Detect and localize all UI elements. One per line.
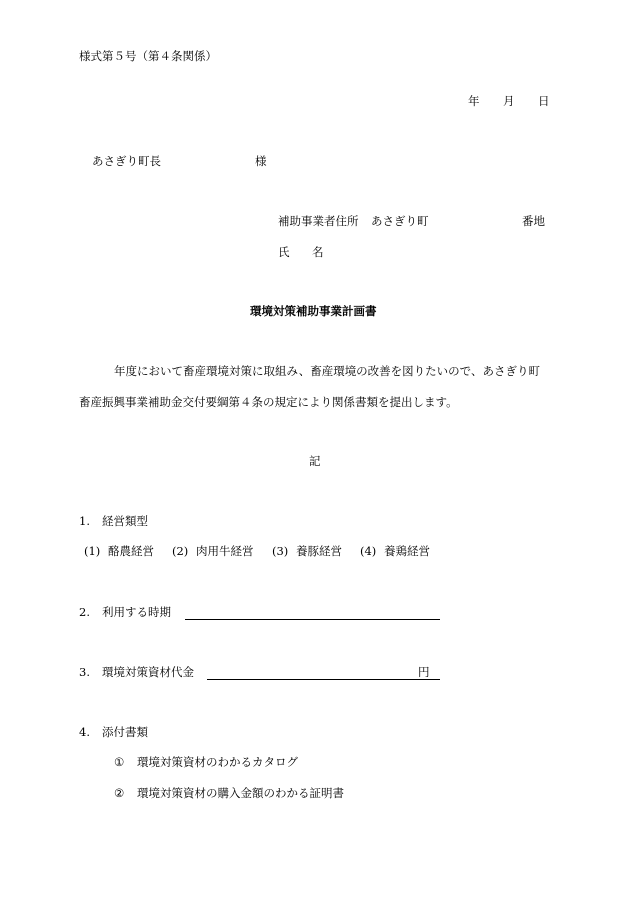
form-number: 様式第５号（第４条関係） [79, 49, 217, 63]
applicant-address-label: 補助事業者住所 [278, 214, 359, 228]
applicant-name-label-1: 氏 [278, 245, 290, 259]
option-3-number: (3) [272, 544, 289, 558]
recipient-honorific: 様 [255, 154, 267, 168]
body-line-1: 年度において畜産環境対策に取組み、畜産環境の改善を図りたいので、あさぎり町 [114, 364, 540, 378]
section-1-number: 1. [79, 514, 90, 528]
option-4-label: 養鶏経営 [384, 544, 430, 558]
applicant-name-label-2: 名 [312, 245, 324, 259]
applicant-address-banchi: 番地 [522, 214, 545, 228]
option-2-number: (2) [172, 544, 189, 558]
section-4-heading: 添付書類 [102, 725, 148, 739]
yen-unit: 円 [418, 665, 430, 679]
document-title: 環境対策補助事業計画書 [250, 304, 377, 318]
option-1-label: 酪農経営 [108, 544, 154, 558]
option-2-label: 肉用牛経営 [196, 544, 254, 558]
attachment-2-label: 環境対策資材の購入金額のわかる証明書 [137, 786, 344, 800]
material-cost-blank-line [207, 679, 440, 680]
recipient-name: あさぎり町長 [92, 154, 161, 168]
body-line-2: 畜産振興事業補助金交付要綱第４条の規定により関係書類を提出します。 [79, 395, 458, 409]
option-4-number: (4) [360, 544, 377, 558]
option-1-number: (1) [84, 544, 101, 558]
section-3-number: 3. [79, 665, 90, 679]
section-4-number: 4. [79, 725, 90, 739]
ki-marker: 記 [309, 454, 321, 468]
section-3-heading: 環境対策資材代金 [102, 665, 194, 679]
attachment-1-mark: ① [114, 755, 125, 769]
option-3-label: 養豚経営 [296, 544, 342, 558]
date-day-label: 日 [538, 94, 550, 108]
applicant-address-town: あさぎり町 [371, 214, 429, 228]
section-2-number: 2. [79, 605, 90, 619]
usage-period-blank-line [185, 619, 440, 620]
date-month-label: 月 [503, 94, 515, 108]
section-2-heading: 利用する時期 [102, 605, 171, 619]
attachment-2-mark: ② [114, 786, 125, 800]
date-year-label: 年 [468, 94, 480, 108]
attachment-1-label: 環境対策資材のわかるカタログ [137, 755, 298, 769]
section-1-heading: 経営類型 [102, 514, 148, 528]
